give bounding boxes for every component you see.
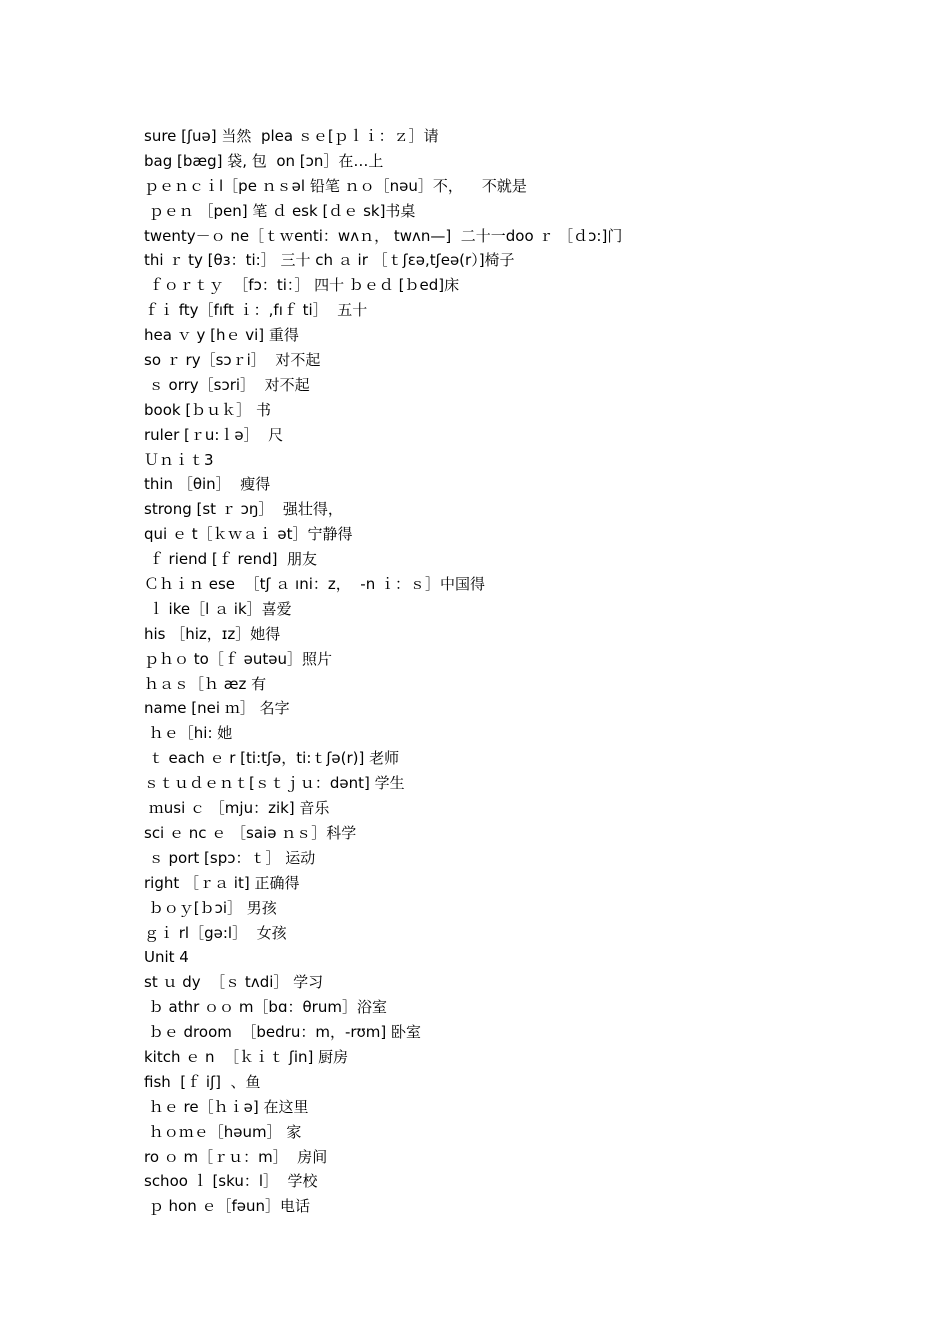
vocab-line: ｌ ike［l ａ ik］喜爱 (144, 599, 292, 618)
vocab-line: ｔ each ｅ r [ti:tʃə，ti:ｔʃə(r)] 老师 (144, 749, 400, 768)
vocab-line: name [nei ｍ］ 名字 (144, 699, 290, 718)
vocab-line: kitch ｅ n ［ｋｉｔ ʃin] 厨房 (144, 1047, 349, 1066)
vocab-line: ｈｏｍｅ［həum］ 家 (144, 1122, 302, 1141)
vocab-line: ｆｏｒｔｙ ［fɔ：ti：］ 四十 ｂｅｄ [ｂed]床 (144, 276, 460, 295)
vocab-line: ｈａｓ［ｈ æz 有 (144, 674, 267, 693)
vocab-line: so ｒ ry［sɔｒi］ 对不起 (144, 351, 321, 370)
vocab-line: his ［hiz，ɪz］她得 (144, 624, 281, 643)
unit-heading: Unit 4 (144, 948, 189, 967)
vocab-line: sci ｅ nc ｅ ［saiə ｎｓ］科学 (144, 823, 357, 842)
vocab-line: ｐｈｏ to［ｆ əutəu］照片 (144, 649, 332, 668)
vocabulary-list (144, 124, 864, 1219)
vocab-line: thi ｒ ty [θɜ：ti:］ 三十 ch ａ ir ［ｔʃεə,tʃeə(r）]椅子 (144, 251, 515, 270)
vocab-line: bag [bæg] 袋, 包 on [ɔn］在…上 (144, 151, 384, 170)
vocab-line: ruler [ｒu:ｌə］ 尺 (144, 425, 284, 444)
vocab-line: qui ｅ t［ｋｗａｉ ət］宁静得 (144, 525, 353, 544)
vocab-line: book [ｂｕｋ］ 书 (144, 400, 271, 419)
vocab-line: ｈｅ re［ｈｉə] 在这里 (144, 1097, 309, 1116)
vocab-line: ｓｔｕｄｅｎｔ[ｓｔｊｕ：dənt] 学生 (144, 774, 405, 793)
vocab-line: ｐｅｎｃｉl［pe ｎｓəl 铅笔 ｎｏ［nəu］不， 不就是 (144, 176, 527, 195)
vocab-line: st ｕ dy ［ｓ tʌdi］ 学习 (144, 973, 324, 992)
vocab-line: ｓ port [spɔ：ｔ］ 运动 (144, 848, 316, 867)
vocab-line: ｂ athr ｏｏ m［bɑ：θrum］浴室 (144, 998, 387, 1017)
vocab-line: twenty－ｏ ne［ｔｗenti：wʌｎ， twʌn—] 二十一doo ｒ ［ｄɔ:]门 (144, 226, 623, 245)
vocab-line: sure [ʃuə] 当然 plea ｓｅ[ｐｌｉ：ｚ］请 (144, 127, 439, 145)
vocab-line: Ｃｈｉｎ ese ［tʃ ａ ıni：z， -n ｉ：ｓ］中国得 (144, 575, 485, 594)
vocab-line: hea ｖ y [hｅ vi] 重得 (144, 326, 299, 345)
vocab-line: ｓ orry［sɔri］ 对不起 (144, 375, 310, 394)
vocab-line: ｐ hon ｅ［fəun］电话 (144, 1197, 311, 1216)
vocab-line: ｐｅｎ ［pen] 笔 ｄ esk [ｄｅ sk]书桌 (144, 201, 416, 220)
vocab-line: ro ｏ m［ｒｕ：m］ 房间 (144, 1147, 328, 1166)
vocab-line: ｂｏｙ[ｂɔi］ 男孩 (144, 898, 277, 917)
vocab-line: ｈｅ［hi: 她 (144, 724, 233, 743)
vocab-line: right ［ｒａ it] 正确得 (144, 873, 300, 892)
vocab-line: ｇｉ rl［gə:l］ 女孩 (144, 923, 287, 942)
unit-heading: Ｕｎｉｔ3 (144, 450, 214, 469)
vocab-line: thin ［θin］ 瘦得 (144, 475, 271, 494)
vocab-line: fish [ｆ iʃ] 、鱼 (144, 1072, 261, 1091)
vocab-line: ｍusi ｃ ［mju：zik] 音乐 (144, 799, 330, 818)
vocab-line: schoo ｌ [sku：l］ 学校 (144, 1172, 318, 1191)
vocab-line: ｆｉ fty［fıft ｉ：,fıｆ ti］ 五十 (144, 301, 368, 320)
vocab-line: ｆ riend [ｆ rend] 朋友 (144, 550, 317, 569)
vocab-line: ｂｅ droom ［bedru：m，-rʊm] 卧室 (144, 1023, 422, 1042)
vocab-line: strong [st ｒ ɔŋ］ 强壮得， (144, 500, 343, 519)
